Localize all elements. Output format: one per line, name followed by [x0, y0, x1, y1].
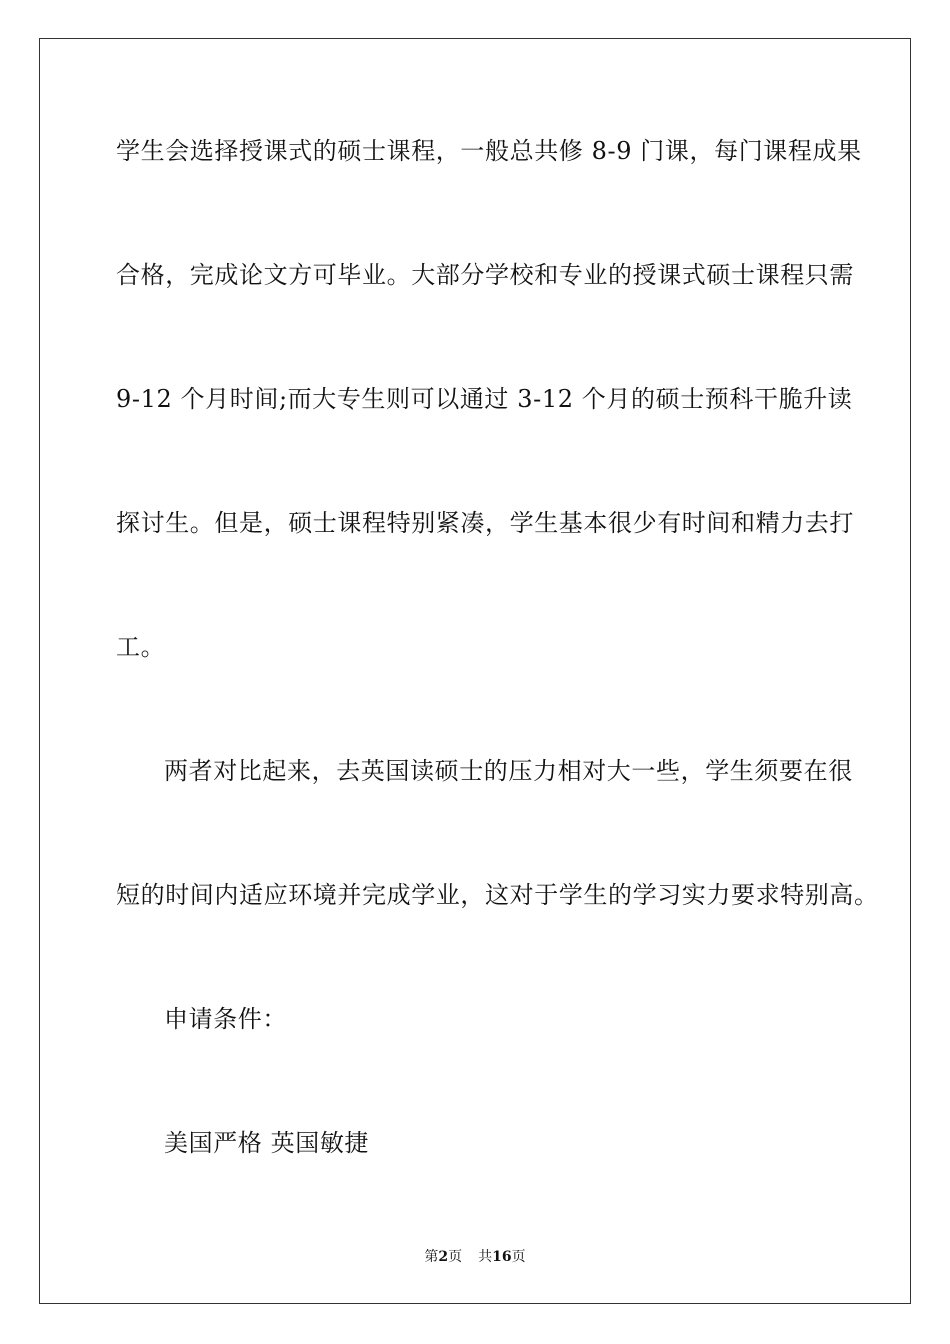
footer-total-pages: 16: [492, 1249, 512, 1265]
footer-total-suffix: 页: [511, 1249, 526, 1265]
paragraph-1-line-4: 探讨生。但是，硕士课程特别紧凑，学生基本很少有时间和精力去打: [116, 509, 854, 537]
footer-page-number: 2: [438, 1249, 449, 1265]
heading-us-uk-comparison: 美国严格 英国敏捷: [164, 1129, 370, 1157]
heading-application-conditions: 申请条件：: [164, 1005, 287, 1033]
paragraph-1-line-2: 合格，完成论文方可毕业。大部分学校和专业的授课式硕士课程只需: [116, 261, 854, 289]
paragraph-2-line-2: 短的时间内适应环境并完成学业，这对于学生的学习实力要求特别高。: [116, 881, 879, 909]
paragraph-2-line-1: 两者对比起来，去英国读硕士的压力相对大一些，学生须要在很: [164, 757, 853, 785]
footer-total-prefix: 共: [478, 1249, 493, 1265]
paragraph-1-line-3: 9-12 个月时间;而大专生则可以通过 3-12 个月的硕士预科干脆升读: [116, 385, 853, 413]
paragraph-1-line-5: 工。: [116, 633, 166, 661]
paragraph-1-line-1: 学生会选择授课式的硕士课程，一般总共修 8-9 门课，每门课程成果: [116, 137, 862, 165]
page-border: [39, 38, 911, 1304]
footer-page-suffix: 页: [448, 1249, 463, 1265]
footer-page-prefix: 第: [424, 1249, 439, 1265]
page-footer: [0, 1248, 950, 1266]
